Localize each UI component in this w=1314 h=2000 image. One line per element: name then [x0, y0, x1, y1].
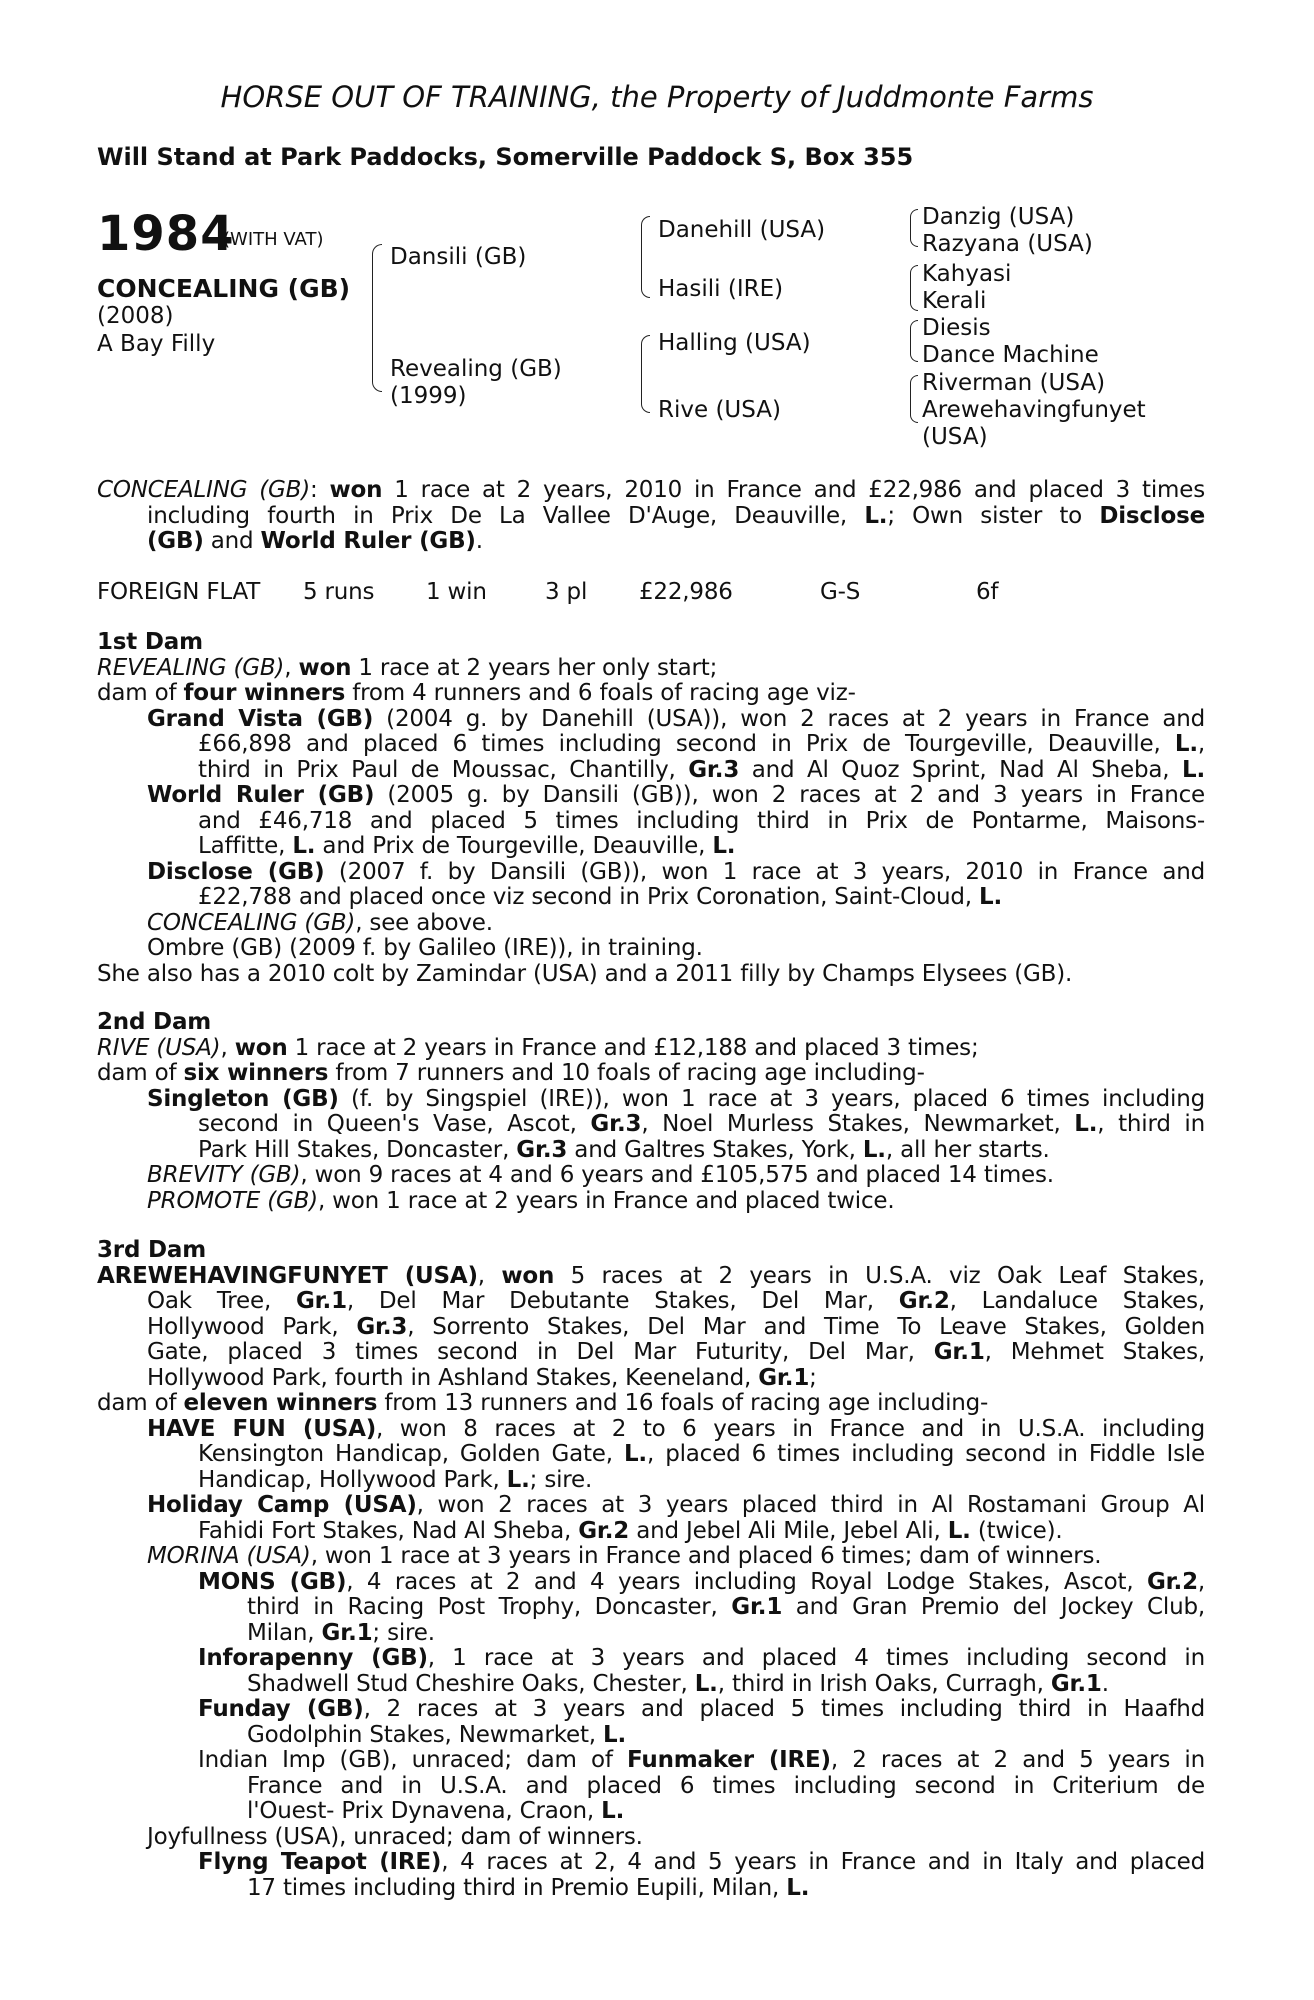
pedigree-dam-dam: Rive (USA): [658, 397, 781, 423]
pedigree-dam-sire: Halling (USA): [658, 330, 811, 356]
dam-line: Joyfullness (USA), unraced; dam of winners.: [147, 1823, 643, 1850]
pedigree-dam: Revealing (GB): [390, 356, 562, 382]
dam-line: France and in U.S.A. and placed 6 times including second in Criterium de: [247, 1772, 1205, 1799]
pedigree-brace-dd: [910, 375, 918, 423]
horse-name: CONCEALING (GB): [97, 274, 351, 303]
pedigree-dam-year: (1999): [390, 383, 467, 409]
ff-label: FOREIGN FLAT: [97, 579, 261, 605]
section-heading: 3rd Dam: [97, 1237, 206, 1263]
dam-line: Oak Tree, Gr.1, Del Mar Debutante Stakes, Del Mar, Gr.2, Landaluce Stakes,: [147, 1288, 1205, 1314]
pedigree-ssd: Razyana (USA): [922, 231, 1093, 257]
dam-line: RIVE (USA), won 1 race at 2 years in France and £12,188 and placed 3 times;: [97, 1034, 979, 1061]
dam-line: £66,898 and placed 6 times including second in Prix de Tourgeville, Deauville, L.,: [198, 731, 1205, 757]
dam-line: BREVITY (GB), won 9 races at 4 and 6 years and £105,575 and placed 14 times.: [147, 1162, 1054, 1188]
section-heading: 2nd Dam: [97, 1009, 212, 1035]
pedigree-brace-sd: [910, 265, 918, 311]
dam-line: Flyng Teapot (IRE), 4 races at 2, 4 and 5 years in France and in Italy and placed: [198, 1849, 1206, 1875]
summary-line: (GB) and World Ruler (GB).: [147, 528, 483, 554]
dam-line: Handicap, Hollywood Park, L.; sire.: [198, 1466, 593, 1493]
dam-line: third in Racing Post Trophy, Doncaster, Gr.1 and Gran Premio del Jockey Club,: [247, 1594, 1205, 1620]
ff-distance: 6f: [976, 579, 999, 605]
dam-line: £22,788 and placed once viz second in Prix Coronation, Saint-Cloud, L.: [198, 884, 1002, 910]
pedigree-brace-main: [372, 244, 382, 392]
lot-number: 1984: [97, 206, 235, 262]
dam-line: REVEALING (GB), won 1 race at 2 years her only start;: [97, 654, 718, 681]
dam-line: CONCEALING (GB), see above.: [147, 909, 493, 936]
dam-line: Kensington Handicap, Golden Gate, L., placed 6 times including second in Fiddle Isle: [198, 1441, 1205, 1467]
dam-line: Disclose (GB) (2007 f. by Dansili (GB)), won 1 race at 3 years, 2010 in France and: [147, 858, 1205, 885]
foreign-flat-record: [0, 580, 1314, 606]
dam-line: dam of eleven winners from 13 runners and 16 foals of racing age including-: [97, 1390, 989, 1416]
summary-line: including fourth in Prix De La Vallee D'Auge, Deauville, L.; Own sister to Disclose: [147, 502, 1205, 529]
pedigree-dds: Riverman (USA): [922, 370, 1106, 396]
dam-line: Milan, Gr.1; sire.: [247, 1619, 435, 1646]
dam-line: Ombre (GB) (2009 f. by Galileo (IRE)), in training.: [147, 935, 703, 961]
dam-line: dam of six winners from 7 runners and 10 foals of racing age including-: [97, 1060, 925, 1086]
horse-year: (2008): [97, 303, 174, 329]
dam-line: Grand Vista (GB) (2004 g. by Danehill (USA)), won 2 races at 2 years in France and: [147, 705, 1205, 732]
dam-line: MONS (GB), 4 races at 2 and 4 years including Royal Lodge Stakes, Ascot, Gr.2,: [198, 1568, 1205, 1595]
dam-line: Park Hill Stakes, Doncaster, Gr.3 and Galtres Stakes, York, L., all her starts.: [198, 1136, 1050, 1163]
dam-line: dam of four winners from 4 runners and 6 foals of racing age viz-: [97, 680, 856, 706]
pedigree-ddd-country: (USA): [922, 424, 988, 450]
pedigree-brace-ds: [910, 320, 918, 362]
dam-line: AREWEHAVINGFUNYET (USA), won 5 races at 2 years in U.S.A. viz Oak Leaf Stakes,: [97, 1262, 1205, 1289]
second-dam-section: [97, 1010, 1205, 1214]
dam-line: Singleton (GB) (f. by Singspiel (IRE)), won 1 race at 3 years, placed 6 times including: [147, 1085, 1205, 1112]
dam-line: Shadwell Stud Cheshire Oaks, Chester, L., third in Irish Oaks, Curragh, Gr.1.: [247, 1670, 1109, 1697]
horse-name-ref: CONCEALING (GB): [97, 477, 310, 503]
first-dam-section: [97, 630, 1205, 987]
ff-wins: 1 win: [426, 579, 487, 605]
dam-line: Gate, placed 3 times second in Del Mar Futurity, Del Mar, Gr.1, Mehmet Stakes,: [147, 1339, 1205, 1365]
pedigree-brace-dam: [641, 335, 650, 413]
ff-placed: 3 pl: [545, 579, 588, 605]
dam-line: Indian Imp (GB), unraced; dam of Funmaker (IRE), 2 races at 2 and 5 years in: [198, 1747, 1205, 1773]
pedigree-ddd: Arewehavingfunyet: [922, 397, 1146, 423]
dam-line: second in Queen's Vase, Ascot, Gr.3, Noel Murless Stakes, Newmarket, L., third in: [198, 1111, 1205, 1137]
ff-prize: £22,986: [639, 579, 733, 605]
page-header: HORSE OUT OF TRAINING, the Property of Juddmonte Farms: [220, 80, 1094, 114]
pedigree-sire: Dansili (GB): [390, 244, 527, 270]
pedigree-sire-sire: Danehill (USA): [658, 217, 826, 243]
dam-line: HAVE FUN (USA), won 8 races at 2 to 6 years in France and in U.S.A. including: [147, 1415, 1205, 1442]
dam-line: and £46,718 and placed 5 times including third in Prix de Pontarme, Maisons-: [198, 807, 1205, 834]
ff-runs: 5 runs: [303, 579, 375, 605]
dam-line: Hollywood Park, fourth in Ashland Stakes, Keeneland, Gr.1;: [147, 1364, 817, 1391]
dam-line: MORINA (USA), won 1 race at 3 years in France and placed 6 times; dam of winners.: [147, 1543, 1102, 1569]
dam-line: Inforapenny (GB), 1 race at 3 years and placed 4 times including second in: [198, 1645, 1205, 1671]
dam-line: PROMOTE (GB), won 1 race at 2 years in France and placed twice.: [147, 1187, 895, 1214]
pedigree-sdd: Kerali: [922, 288, 987, 314]
pedigree-dsd: Dance Machine: [922, 342, 1099, 368]
dam-line: 17 times including third in Premio Eupili, Milan, L.: [247, 1874, 810, 1901]
dam-line: Hollywood Park, Gr.3, Sorrento Stakes, Del Mar and Time To Leave Stakes, Golden: [147, 1313, 1205, 1340]
section-heading: 1st Dam: [97, 629, 203, 655]
third-dam-section: [97, 1238, 1205, 1901]
pedigree-sss: Danzig (USA): [922, 204, 1075, 230]
pedigree-dss: Diesis: [922, 315, 991, 341]
vat-note: (WITH VAT): [223, 229, 324, 250]
pedigree-sire-dam: Hasili (IRE): [658, 276, 784, 302]
dam-line: She also has a 2010 colt by Zamindar (USA) and a 2011 filly by Champs Elysees (GB).: [97, 960, 1073, 987]
dam-line: third in Prix Paul de Moussac, Chantilly, Gr.3 and Al Quoz Sprint, Nad Al Sheba, L.: [198, 756, 1205, 783]
ff-going: G-S: [820, 579, 861, 605]
pedigree-brace-sire: [641, 216, 650, 298]
racing-summary: [97, 478, 1205, 555]
stand-location: Will Stand at Park Paddocks, Somerville Paddock S, Box 355: [97, 143, 914, 171]
pedigree-brace-ss: [910, 209, 918, 247]
dam-line: World Ruler (GB) (2005 g. by Dansili (GB)), won 2 races at 2 and 3 years in France: [147, 782, 1205, 808]
summary-line: CONCEALING (GB): won 1 race at 2 years, 2010 in France and £22,986 and placed 3 times: [97, 477, 1205, 503]
dam-line: Holiday Camp (USA), won 2 races at 3 years placed third in Al Rostamani Group Al: [147, 1492, 1205, 1518]
dam-line: Laffitte, L. and Prix de Tourgeville, Deauville, L.: [198, 833, 736, 859]
dam-line: Fahidi Fort Stakes, Nad Al Sheba, Gr.2 and Jebel Ali Mile, Jebel Ali, L. (twice).: [198, 1517, 1063, 1544]
dam-line: Godolphin Stakes, Newmarket, L.: [247, 1721, 626, 1748]
dam-line: l'Ouest- Prix Dynavena, Craon, L.: [247, 1798, 625, 1824]
horse-description: A Bay Filly: [97, 331, 216, 357]
pedigree-sds: Kahyasi: [922, 261, 1012, 287]
dam-line: Funday (GB), 2 races at 3 years and placed 5 times including third in Haafhd: [198, 1696, 1206, 1722]
